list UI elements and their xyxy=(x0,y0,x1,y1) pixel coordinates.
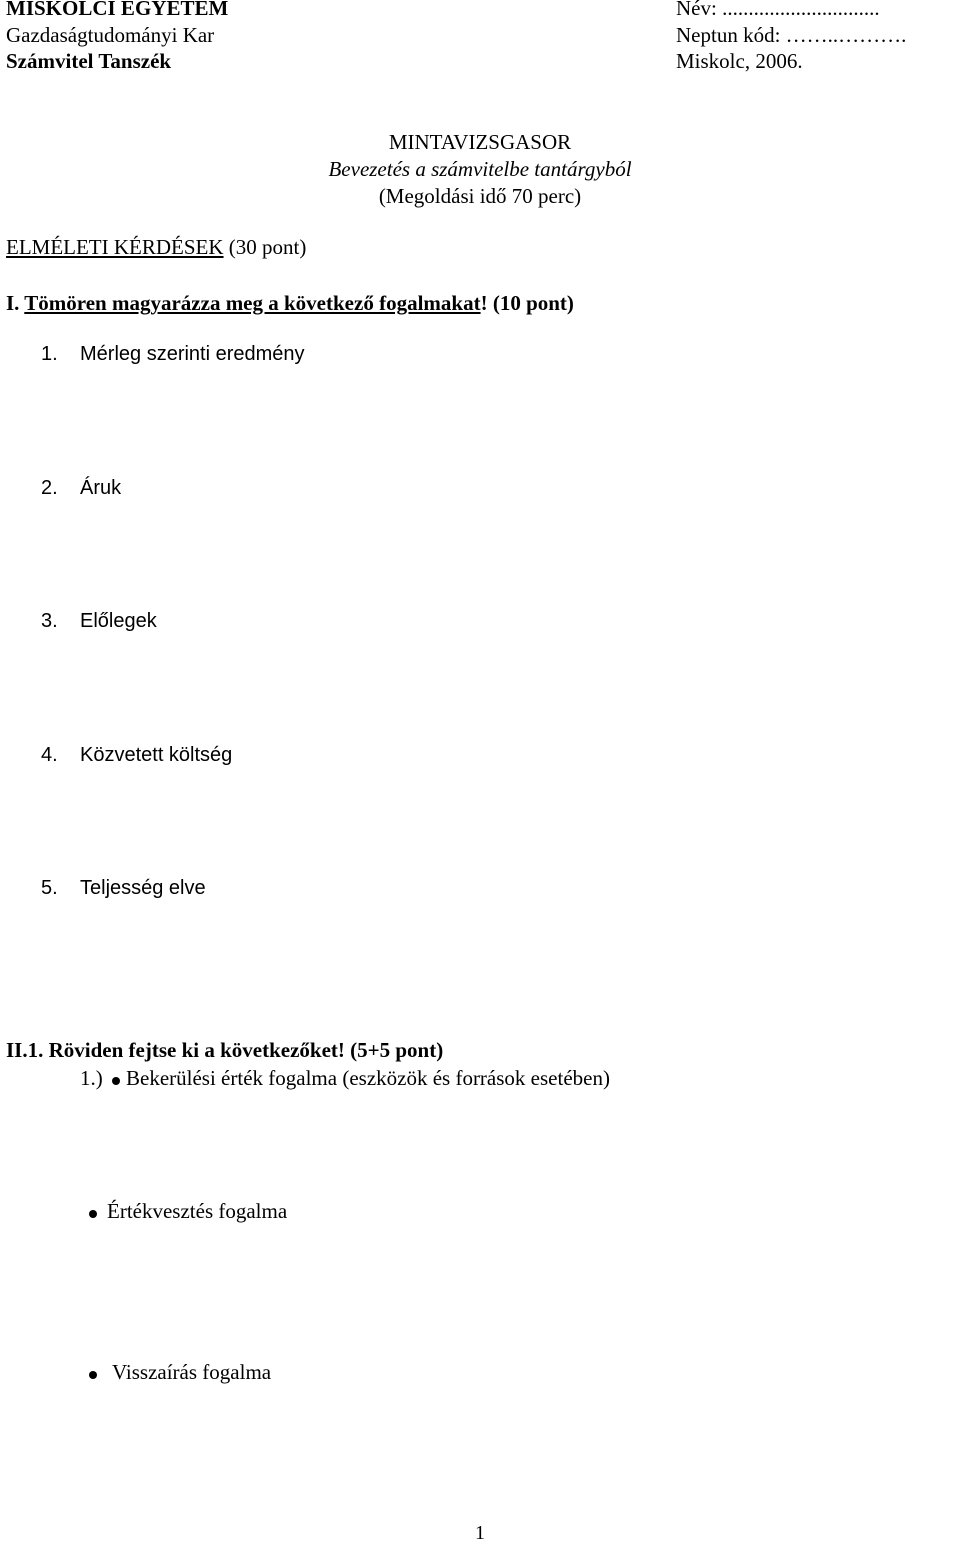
part1-instruction xyxy=(6,291,574,316)
bullet-icon xyxy=(89,1210,97,1218)
bullet-item: Bekerülési érték fogalma (eszközök és források esetében) xyxy=(126,1066,610,1090)
question-item xyxy=(41,610,157,633)
part1-instruction-text: Tömören magyarázza meg a következő fogalmakat xyxy=(24,291,481,315)
question-number: 2. xyxy=(41,477,58,499)
bullet-icon xyxy=(89,1371,97,1379)
question-number: 1. xyxy=(41,343,58,365)
theory-section-heading xyxy=(6,235,306,260)
university-name: MISKOLCI EGYETEM xyxy=(6,0,229,20)
part1-prefix: I. xyxy=(6,291,25,315)
theory-heading-points: (30 pont) xyxy=(223,235,307,259)
exam-time: (Megoldási idő 70 perc) xyxy=(378,184,582,208)
page-number: 1 xyxy=(475,1522,485,1544)
name-field-label: Név: .............................. xyxy=(676,0,880,20)
question-number: 4. xyxy=(41,744,58,766)
bullet-item: Visszaírás fogalma xyxy=(112,1360,272,1384)
question-item xyxy=(41,877,206,900)
question-item xyxy=(41,343,305,366)
question-text: Teljesség elve xyxy=(80,877,206,899)
theory-heading-text: ELMÉLETI KÉRDÉSEK xyxy=(6,235,224,259)
part2-prefix: 1.) xyxy=(80,1066,103,1090)
bullet-icon xyxy=(112,1077,120,1085)
question-text: Mérleg szerinti eredmény xyxy=(80,343,305,365)
exam-title: MINTAVIZSGASOR xyxy=(388,130,572,154)
question-item xyxy=(41,744,233,767)
bullet-item: Értékvesztés fogalma xyxy=(107,1199,288,1223)
part2-heading: II.1. Röviden fejtse ki a következőket! (5+5 pont) xyxy=(6,1038,444,1062)
question-text: Előlegek xyxy=(80,610,157,632)
question-item xyxy=(41,477,122,500)
part1-suffix: ! (10 pont) xyxy=(480,291,574,315)
question-text: Áruk xyxy=(80,477,122,499)
question-number: 5. xyxy=(41,877,58,899)
place-date: Miskolc, 2006. xyxy=(676,49,803,73)
question-text: Közvetett költség xyxy=(80,744,233,766)
exam-subtitle: Bevezetés a számvitelbe tantárgyból xyxy=(328,157,632,181)
neptun-code-label: Neptun kód: ……..………. xyxy=(676,23,907,47)
question-number: 3. xyxy=(41,610,58,632)
department-name: Számvitel Tanszék xyxy=(6,49,172,73)
faculty-name: Gazdaságtudományi Kar xyxy=(6,23,215,47)
